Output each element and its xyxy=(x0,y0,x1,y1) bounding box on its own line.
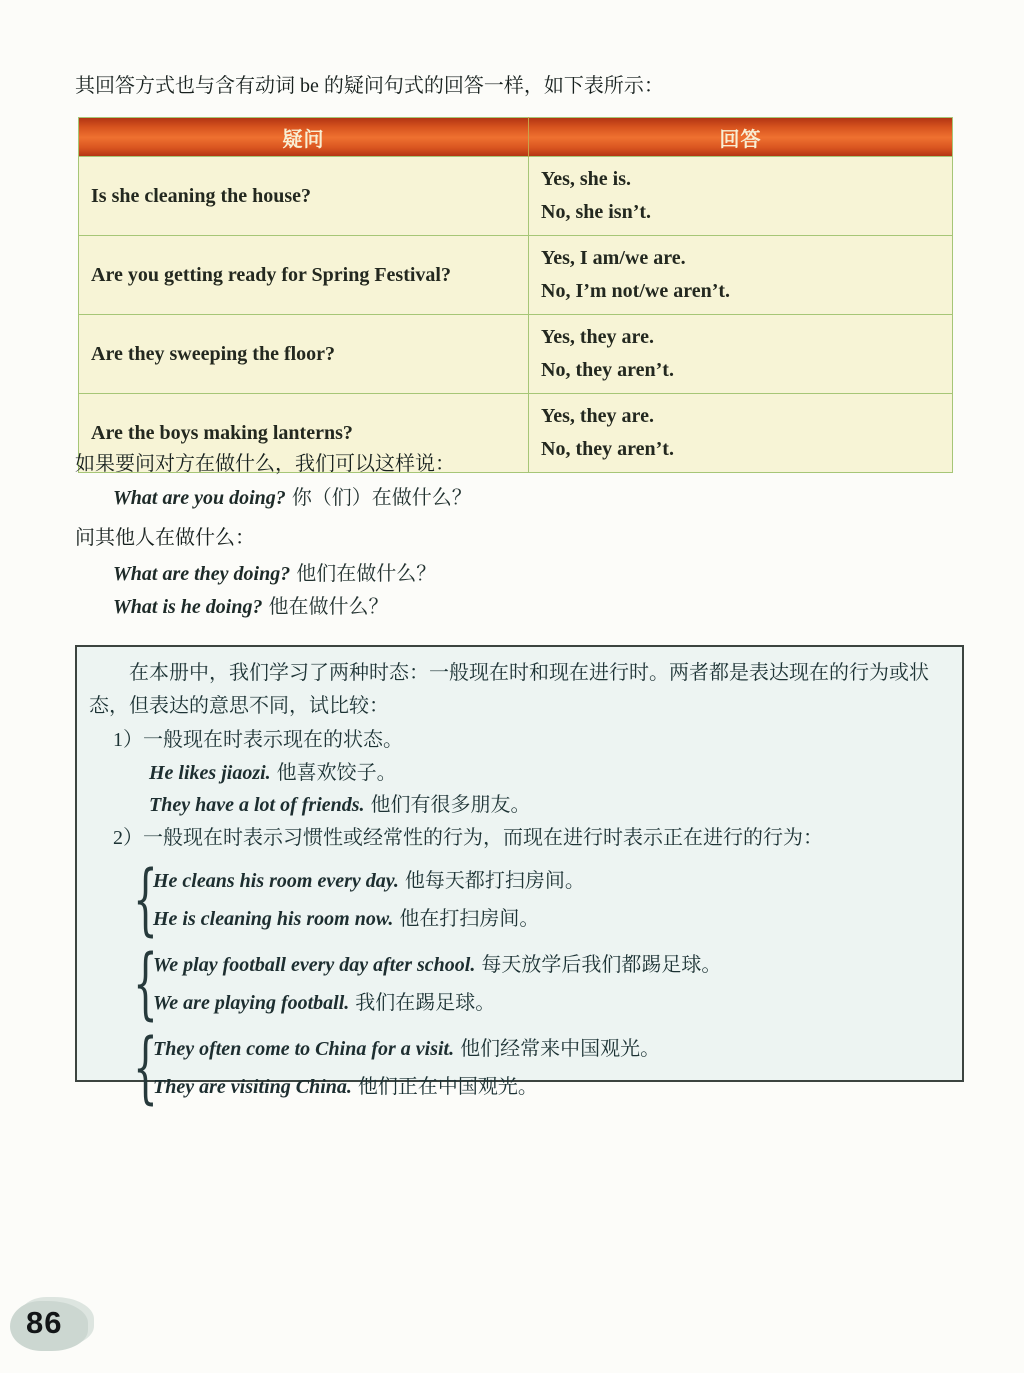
example-english: They are visiting China. xyxy=(153,1075,352,1098)
ask-others-heading: 问其他人在做什么： xyxy=(75,527,255,549)
pair-lines xyxy=(151,1037,660,1100)
question-cell: Are they sweeping the floor? xyxy=(79,315,529,394)
pair-line xyxy=(153,907,585,932)
pair-line xyxy=(153,1075,660,1100)
example-english: What are they doing? xyxy=(113,563,291,585)
answer-cell xyxy=(529,394,953,473)
example-chinese: 他在打扫房间。 xyxy=(399,907,540,930)
table-row xyxy=(79,315,953,394)
example-chinese: 我们在踢足球。 xyxy=(355,991,496,1014)
page-number: 86 xyxy=(26,1305,63,1340)
answer-yes: Yes, they are. xyxy=(541,326,654,348)
table-row xyxy=(79,157,953,236)
example-chinese: 他在做什么？ xyxy=(268,596,389,618)
sentence-pair xyxy=(133,861,946,939)
answer-cell xyxy=(529,157,953,236)
example-english: What is he doing? xyxy=(113,596,263,618)
pair-line xyxy=(153,991,721,1016)
example-line xyxy=(113,484,472,512)
note-example xyxy=(149,789,946,821)
question-answer-table xyxy=(78,117,953,473)
answer-no: No, they aren’t. xyxy=(541,438,674,460)
question-cell: Is she cleaning the house? xyxy=(79,157,529,236)
note-point-2-heading: 2）一般现在时表示习惯性或经常性的行为，而现在进行时表示正在进行的行为： xyxy=(113,827,823,849)
example-english: We are playing football. xyxy=(153,991,350,1014)
brace-icon xyxy=(133,861,142,939)
question-cell: Are the boys making lanterns? xyxy=(79,394,529,473)
ask-you-heading: 如果要问对方在做什么，我们可以这样说： xyxy=(75,453,455,475)
example-english: He cleans his room every day. xyxy=(153,869,399,892)
example-english: They often come to China for a visit. xyxy=(153,1037,455,1060)
table-header-row xyxy=(79,118,953,157)
example-chinese: 他们正在中国观光。 xyxy=(357,1075,538,1098)
note-example xyxy=(149,757,946,789)
example-english: He is cleaning his room now. xyxy=(153,907,394,930)
example-chinese: 他们在做什么？ xyxy=(296,563,437,585)
example-chinese: 他每天都打扫房间。 xyxy=(404,869,585,892)
example-chinese: 他们经常来中国观光。 xyxy=(460,1037,661,1060)
example-english: We play football every day after school. xyxy=(153,953,476,976)
example-line xyxy=(113,560,436,588)
grammar-note-box xyxy=(75,645,964,1098)
table-header-question: 疑问 xyxy=(79,118,529,157)
intro-paragraph: 其回答方式也与含有动词 be 的疑问句式的回答一样，如下表所示： xyxy=(75,75,664,97)
answer-yes: Yes, she is. xyxy=(541,168,632,190)
brace-icon xyxy=(133,945,142,1023)
note-box-intro: 在本册中，我们学习了两种时态：一般现在时和现在进行时。两者都是表达现在的行为或状态，但表达的意思不同，试比较： xyxy=(89,662,929,717)
example-chinese: 你（们）在做什么？ xyxy=(291,487,472,509)
answer-no: No, she isn’t. xyxy=(541,201,652,223)
question-cell: Are you getting ready for Spring Festival? xyxy=(79,236,529,315)
table-row xyxy=(79,236,953,315)
answer-cell xyxy=(529,315,953,394)
pair-line xyxy=(153,1037,660,1062)
pair-lines xyxy=(151,869,585,932)
brace-icon xyxy=(133,1029,142,1107)
example-chinese: 他喜欢饺子。 xyxy=(276,762,397,784)
example-english: He likes jiaozi. xyxy=(149,762,271,784)
answer-no: No, they aren’t. xyxy=(541,359,674,381)
example-line xyxy=(113,593,388,621)
pair-line xyxy=(153,953,721,978)
example-chinese: 他们有很多朋友。 xyxy=(370,794,531,816)
note-point-1-heading: 1）一般现在时表示现在的状态。 xyxy=(113,729,403,751)
answer-cell xyxy=(529,236,953,315)
pair-line xyxy=(153,869,585,894)
example-english: They have a lot of friends. xyxy=(149,794,365,816)
answer-yes: Yes, I am/we are. xyxy=(541,247,686,269)
pair-lines xyxy=(151,953,721,1016)
example-english: What are you doing? xyxy=(113,487,286,509)
sentence-pair xyxy=(133,1029,946,1107)
answer-yes: Yes, they are. xyxy=(541,405,654,427)
answer-no: No, I’m not/we aren’t. xyxy=(541,280,731,302)
sentence-pair xyxy=(133,945,946,1023)
table-header-answer: 回答 xyxy=(529,118,953,157)
example-chinese: 每天放学后我们都踢足球。 xyxy=(481,953,722,976)
